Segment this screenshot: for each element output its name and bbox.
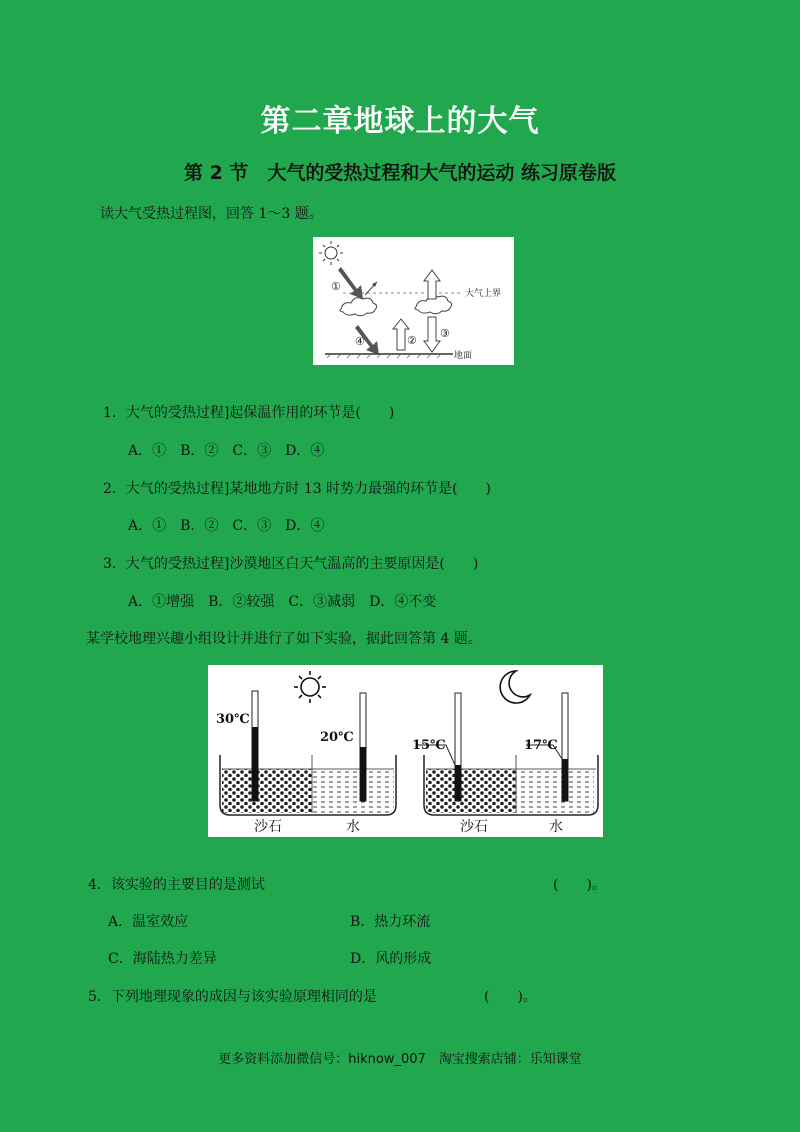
atmosphere-up-arrow: [424, 270, 440, 299]
marker-4: ④: [355, 335, 365, 348]
temp-label-17: 17℃: [524, 738, 558, 753]
question-4-blank: ( )。: [553, 877, 606, 893]
temp-label-20: 20℃: [320, 730, 354, 745]
temp-label-30: 30℃: [216, 712, 250, 727]
sun-icon: [319, 241, 343, 265]
question-4: 4．该实验的主要目的是测试: [88, 877, 265, 893]
label-water-night: 水: [549, 819, 563, 835]
marker-3: ③: [440, 327, 450, 340]
question-1-options: A．① B．② C．③ D．④: [128, 443, 325, 459]
moon-icon: [500, 671, 530, 703]
left-container: [220, 755, 396, 815]
marker-2: ②: [407, 334, 417, 347]
heating-diagram-svg: [313, 237, 514, 365]
label-water-day: 水: [346, 819, 360, 835]
sun-icon: [294, 671, 326, 703]
question-3-options: A．①增强 B．②较强 C．③减弱 D．④不变: [128, 594, 437, 610]
cloud-left: [340, 298, 377, 316]
marker-1: ①: [331, 280, 341, 293]
question-5-blank: ( )。: [484, 989, 537, 1005]
thermometer-water-day: [360, 693, 366, 801]
question-3: 3．大气的受热过程]沙漠地区白天气温高的主要原因是( ): [103, 556, 479, 572]
chapter-title: 第二章地球上的大气: [260, 104, 540, 139]
thermometer-sand-night: [455, 693, 461, 801]
atmosphere-top-label: 大气上界: [465, 289, 502, 299]
atmosphere-down-arrow: [424, 317, 440, 352]
footer-text: 更多资料添加微信号：hiknow_007 淘宝搜索店铺：乐知课堂: [218, 1052, 582, 1067]
thermometer-sand-day: [252, 691, 258, 801]
question-5: 5．下列地理现象的成因与该实验原理相同的是: [88, 989, 377, 1005]
question-2: 2．大气的受热过程]某地地方时 13 时势力最强的环节是( ): [103, 481, 492, 497]
atmosphere-heating-diagram: [313, 237, 514, 365]
question-4-option-b: B．热力环流: [350, 914, 431, 930]
thermometer-water-night: [562, 693, 568, 801]
intro-text-2: 某学校地理兴趣小组设计并进行了如下实验，据此回答第 4 题。: [86, 631, 482, 647]
experiment-diagram: [208, 665, 603, 837]
question-4-option-a: A．温室效应: [108, 914, 189, 930]
intro-text-1: 读大气受热过程图，回答 1～3 题。: [100, 206, 323, 222]
right-container: [424, 755, 598, 815]
experiment-diagram-svg: [208, 665, 603, 837]
label-sand-night: 沙石: [460, 819, 488, 835]
ground-label: 地面: [454, 351, 473, 361]
temp-label-15: 15℃: [412, 738, 446, 753]
question-4-option-c: C．海陆热力差异: [108, 951, 217, 967]
label-sand-day: 沙石: [254, 819, 282, 835]
question-4-option-d: D．风的形成: [350, 951, 432, 967]
solar-radiation-arrow: [338, 267, 363, 299]
section-title: 第 2 节 大气的受热过程和大气的运动 练习原卷版: [183, 162, 617, 184]
question-2-options: A．① B．② C．③ D．④: [128, 518, 325, 534]
question-1: 1．大气的受热过程]起保温作用的环节是( ): [103, 405, 395, 421]
